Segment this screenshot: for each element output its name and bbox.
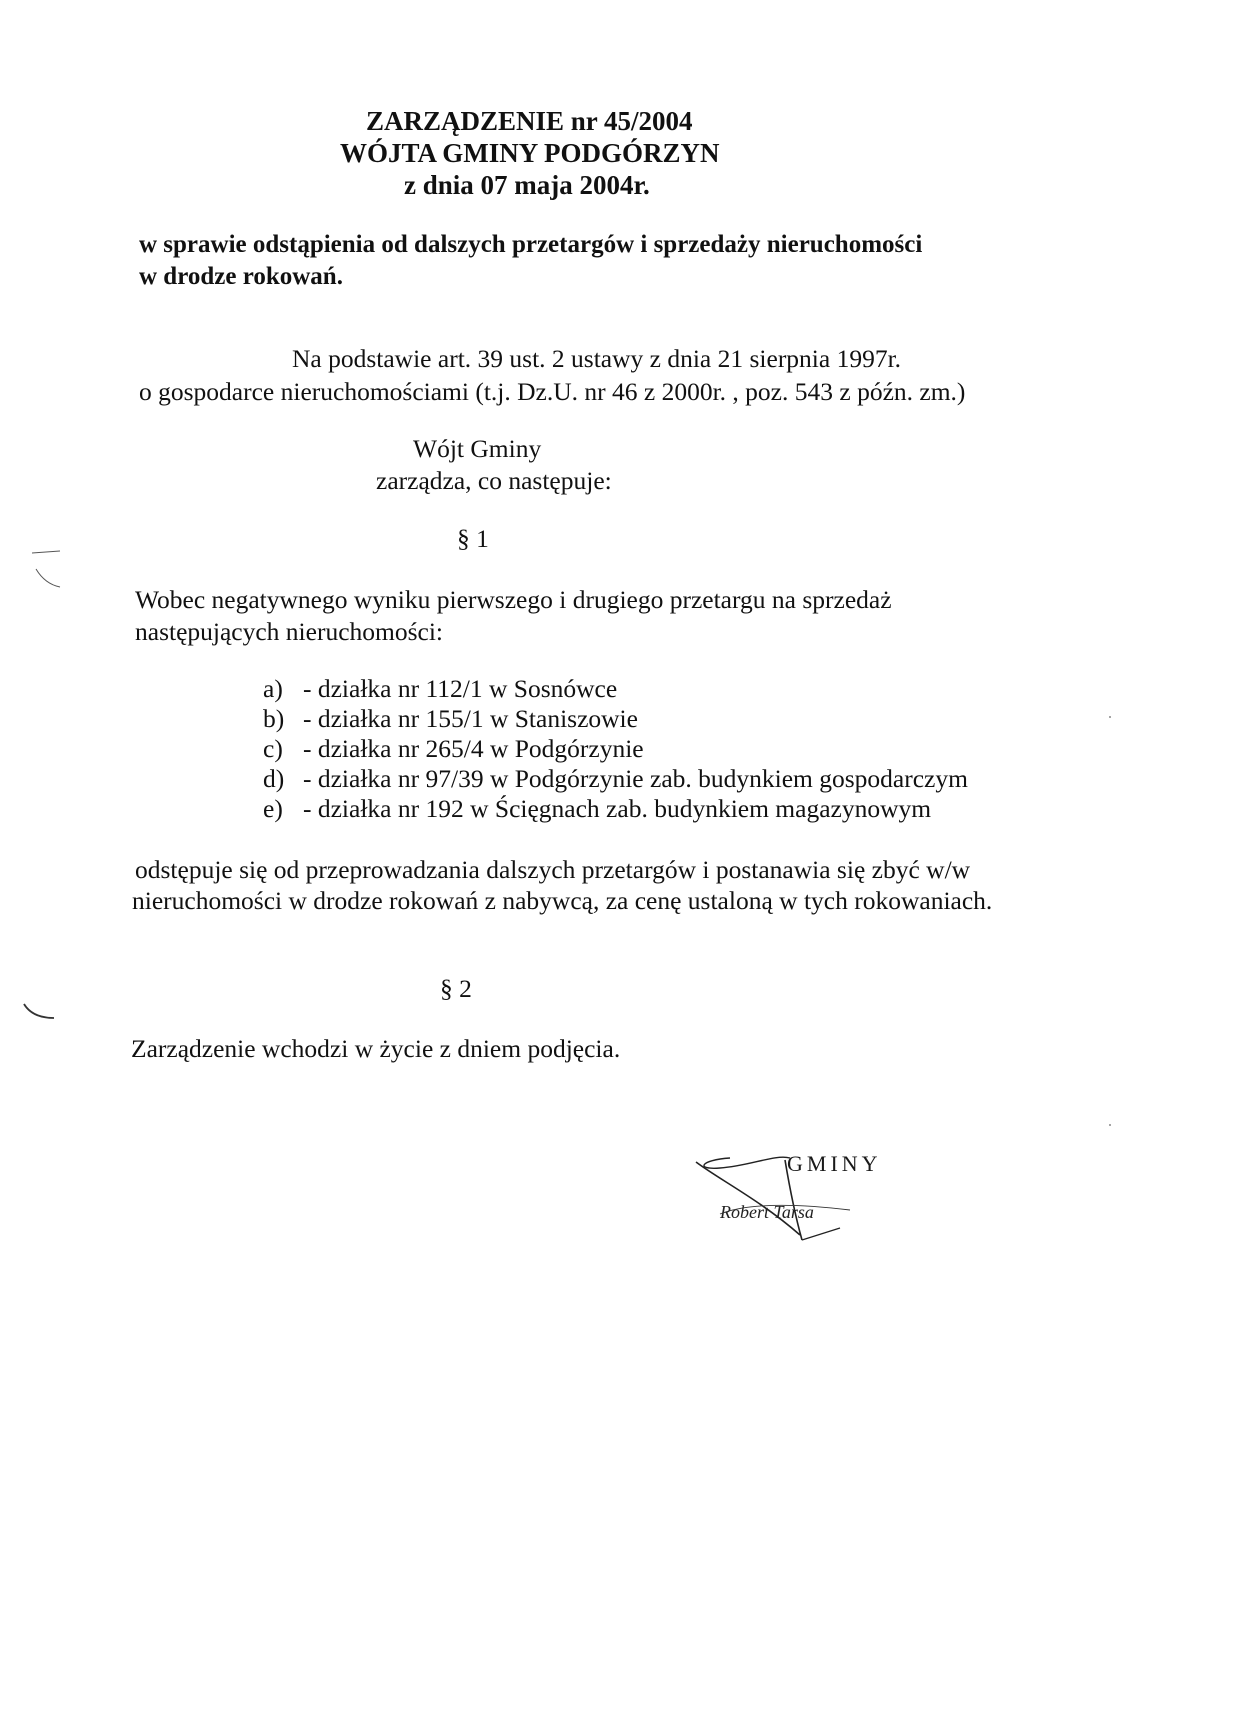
scan-artifact-mark: [22, 998, 62, 1028]
list-item-text: - działka nr 192 w Ścięgnach zab. budynkiem magazynowym: [303, 794, 932, 823]
scan-speck: [1105, 712, 1115, 722]
list-item-letter: e): [263, 794, 283, 823]
section-2-heading: § 2: [440, 974, 472, 1003]
list-item-letter: c): [263, 734, 283, 763]
section-1-conclusion-line-2: nieruchomości w drodze rokowań z nabywcą, za cenę ustaloną w tych rokowaniach.: [132, 886, 993, 915]
legal-basis-line-1: Na podstawie art. 39 ust. 2 ustawy z dnia 21 sierpnia 1997r.: [292, 344, 902, 373]
legal-basis-line-2: o gospodarce nieruchomościami (t.j. Dz.U. nr 46 z 2000r. , poz. 543 z późn. zm.): [139, 377, 966, 406]
section-1-intro-line-2: następujących nieruchomości:: [135, 617, 444, 646]
list-item-text: - działka nr 155/1 w Staniszowie: [303, 704, 638, 733]
signature-mark: [690, 1140, 890, 1250]
document-title: ZARZĄDZENIE nr 45/2004: [366, 106, 693, 136]
list-item-letter: b): [263, 704, 285, 733]
section-1-heading: § 1: [457, 524, 489, 553]
section-2-text: Zarządzenie wchodzi w życie z dniem podjęcia.: [131, 1034, 621, 1063]
section-1-conclusion-line-1: odstępuje się od przeprowadzania dalszych przetargów i postanawia się zbyć w/w: [135, 855, 971, 884]
list-item: [263, 763, 968, 795]
subject-line-1: w sprawie odstąpienia od dalszych przetargów i sprzedaży nieruchomości: [139, 231, 923, 258]
list-item-text: - działka nr 265/4 w Podgórzynie: [303, 734, 644, 763]
list-item: [263, 673, 617, 705]
list-item: [263, 703, 638, 735]
list-item-letter: d): [263, 764, 285, 793]
subject-line-2: w drodze rokowań.: [139, 263, 343, 290]
decree-authority: Wójt Gminy: [413, 434, 542, 463]
scan-speck: [1105, 1120, 1115, 1130]
signature-name: Robert Tarsa: [720, 1202, 814, 1222]
section-1-intro-line-1: Wobec negatywnego wyniku pierwszego i drugiego przetargu na sprzedaż: [135, 585, 892, 614]
list-item: [263, 733, 644, 765]
list-item-text: - działka nr 97/39 w Podgórzynie zab. budynkiem gospodarczym: [303, 764, 968, 793]
document-date: z dnia 07 maja 2004r.: [404, 170, 650, 200]
issuer-title: WÓJTA GMINY PODGÓRZYN: [340, 138, 720, 168]
stamp-text: GMINY: [787, 1151, 882, 1176]
list-item-letter: a): [263, 674, 283, 703]
decree-formula: zarządza, co następuje:: [376, 466, 612, 495]
list-item-text: - działka nr 112/1 w Sosnówce: [303, 674, 618, 703]
list-item: [263, 793, 931, 825]
scan-artifact-mark: [30, 545, 70, 595]
